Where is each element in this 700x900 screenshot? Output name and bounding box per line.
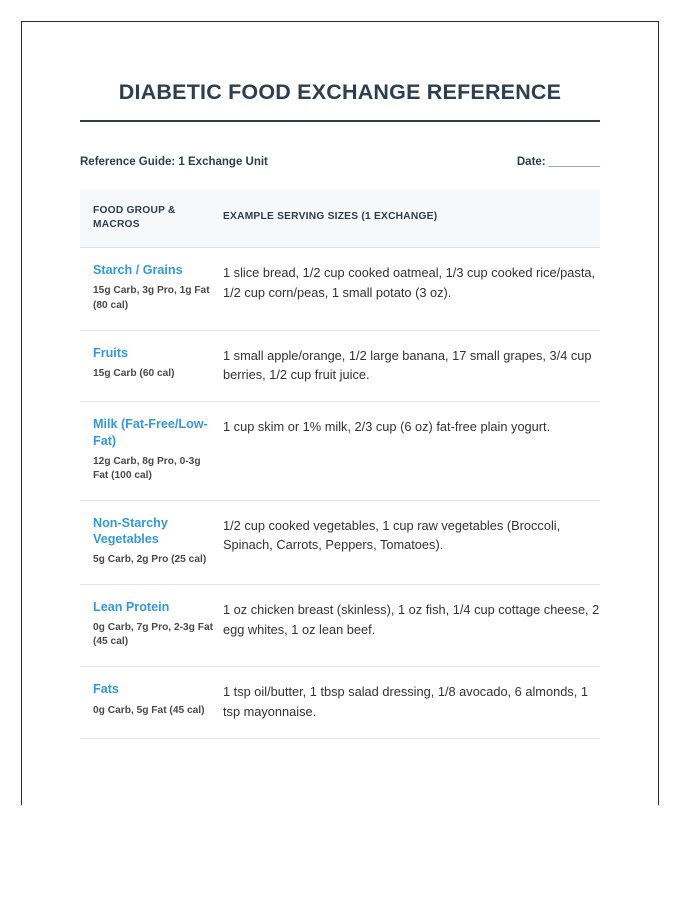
table-row — [80, 330, 600, 402]
serving-sizes-text: 1/2 cup cooked vegetables, 1 cup raw vegetables (Broccoli, Spinach, Carrots, Peppers, Tomatoes). — [223, 517, 561, 553]
food-group-name: Fats — [93, 682, 119, 697]
date-field-label[interactable]: Date: ________ — [516, 155, 600, 168]
food-group-cell — [80, 500, 223, 584]
table-row — [80, 248, 600, 330]
serving-sizes-text: 1 tsp oil/butter, 1 tbsp salad dressing, 1/8 avocado, 6 almonds, 1 tsp mayonnaise. — [223, 684, 588, 719]
serving-sizes-text: 1 cup skim or 1% milk, 2/3 cup (6 oz) fat-free plain yogurt. — [223, 419, 551, 435]
serving-sizes-cell — [223, 500, 600, 584]
food-group-name: Starch / Grains — [93, 263, 183, 278]
serving-sizes-cell — [223, 330, 600, 402]
serving-sizes-text: 1 small apple/orange, 1/2 large banana, 17 small grapes, 3/4 cup berries, 1/2 cup fruit juice. — [223, 347, 592, 383]
serving-sizes-text: 1 oz chicken breast (skinless), 1 oz fish, 1/4 cup cottage cheese, 2 egg whites, 1 oz lean beef. — [223, 602, 600, 637]
food-group-name: Lean Protein — [93, 600, 170, 615]
food-group-cell — [80, 248, 223, 330]
food-group-macros: 15g Carb (60 cal) — [93, 367, 175, 379]
food-group-macros: 5g Carb, 2g Pro (25 cal) — [93, 554, 207, 566]
food-group-cell — [80, 330, 223, 402]
column-header-serving-sizes: EXAMPLE SERVING SIZES (1 EXCHANGE) — [223, 190, 600, 248]
column-header-food-group: FOOD GROUP & MACROS — [80, 190, 223, 248]
serving-sizes-text: 1 slice bread, 1/2 cup cooked oatmeal, 1/3 cup cooked rice/pasta, 1/2 cup corn/peas, 1 small potato (3 oz). — [223, 265, 596, 300]
food-group-cell — [80, 667, 223, 739]
serving-sizes-cell — [223, 402, 600, 500]
food-group-name: Milk (Fat-Free/Low-Fat) — [93, 417, 208, 448]
reference-guide-label: Reference Guide: 1 Exchange Unit — [80, 155, 268, 168]
food-group-macros: 0g Carb, 5g Fat (45 cal) — [93, 704, 205, 716]
food-group-name: Non-Starchy Vegetables — [93, 515, 168, 546]
title-divider — [80, 120, 600, 122]
food-group-name: Fruits — [93, 345, 128, 360]
table-row — [80, 667, 600, 739]
serving-sizes-cell — [223, 585, 600, 667]
document-content — [80, 0, 600, 739]
serving-sizes-cell — [223, 667, 600, 739]
table-body — [80, 248, 600, 739]
document-meta-row — [80, 156, 600, 168]
food-group-cell — [80, 402, 223, 500]
page-title: DIABETIC FOOD EXCHANGE REFERENCE — [118, 80, 562, 104]
table-row — [80, 500, 600, 584]
food-group-macros: 12g Carb, 8g Pro, 0-3g Fat (100 cal) — [93, 455, 201, 481]
food-group-macros: 15g Carb, 3g Pro, 1g Fat (80 cal) — [93, 285, 210, 311]
serving-sizes-cell — [223, 248, 600, 330]
table-row — [80, 402, 600, 500]
table-header — [80, 190, 600, 248]
food-group-cell — [80, 585, 223, 667]
table-header-row — [80, 190, 600, 248]
food-group-macros: 0g Carb, 7g Pro, 2-3g Fat (45 cal) — [93, 622, 214, 648]
table-row — [80, 585, 600, 667]
food-exchange-table — [80, 190, 600, 739]
